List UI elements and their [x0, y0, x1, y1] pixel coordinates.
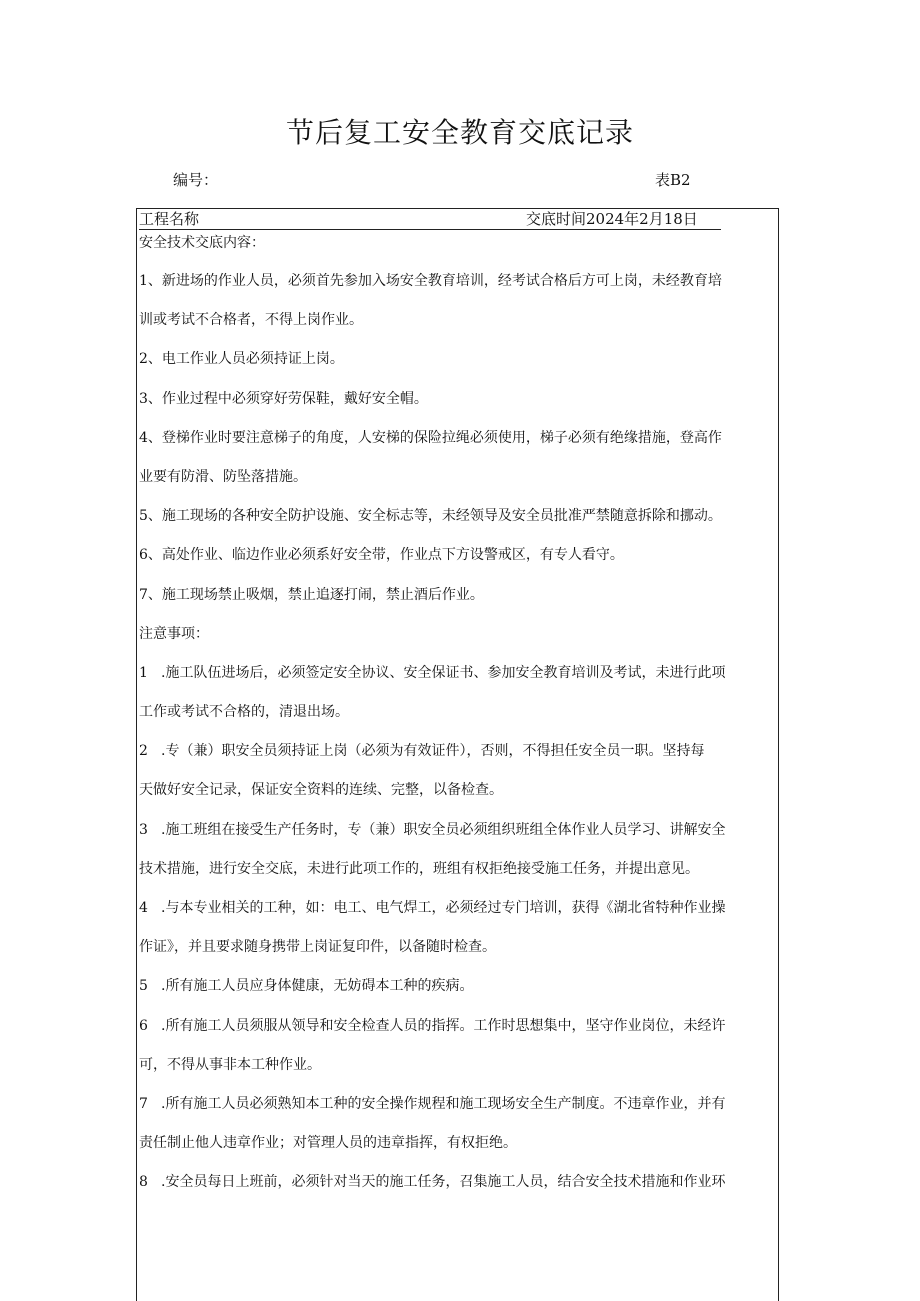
- table-header-row: [139, 209, 721, 230]
- note-line: [139, 1091, 777, 1130]
- text-line: 1、新进场的作业人员，必须首先参加入场安全教育培训，经考试合格后方可上岗，未经教育培: [139, 273, 722, 289]
- text-line: 2、电工作业人员必须持证上岗。: [139, 351, 344, 368]
- section-heading-technical: 安全技术交底内容：: [139, 235, 265, 251]
- note-line: [139, 973, 777, 1012]
- note-number: 7: [139, 1095, 148, 1112]
- note-number: 1: [139, 664, 148, 681]
- document-number-label: 编号：: [173, 171, 219, 189]
- note-text: .安全员每日上班前，必须针对当天的施工任务，召集施工人员，结合安全技术措施和作业环: [161, 1174, 726, 1191]
- note-text: 责任制止他人违章作业；对管理人员的违章指挥，有权拒绝。: [139, 1135, 517, 1152]
- note-number: 8: [139, 1174, 148, 1191]
- note-text: .所有施工人员须服从领导和安全检查人员的指挥。工作时思想集中，坚守作业岗位，未经许: [161, 1017, 726, 1034]
- text-line: 7、施工现场禁止吸烟，禁止追逐打闹，禁止酒后作业。: [139, 586, 484, 603]
- disclosure-time: 交底时间2024年2月18日: [526, 210, 698, 228]
- note-line: [139, 895, 777, 934]
- note-number: 3: [139, 821, 148, 838]
- note-text: .施工队伍进场后，必须签定安全协议、安全保证书、参加安全教育培训及考试，未进行此项: [161, 664, 726, 681]
- note-line: [139, 856, 777, 895]
- note-line: [139, 777, 777, 816]
- note-line: [139, 1130, 777, 1169]
- text-line: 6、高处作业、临边作业必须系好安全带，作业点下方设警戒区，有专人看守。: [139, 547, 624, 564]
- note-line: [139, 738, 777, 777]
- text-line: 训或考试不合格者，不得上岗作业。: [139, 312, 363, 329]
- note-text: .专（兼）职安全员须持证上岗（必须为有效证件），否则，不得担任安全员一职。坚持每: [161, 743, 705, 760]
- text-line: 5、施工现场的各种安全防护设施、安全标志等，未经领导及安全员批准严禁随意拆除和挪动。: [139, 508, 722, 525]
- note-text: .所有施工人员应身体健康，无妨碍本工种的疾病。: [161, 978, 474, 995]
- note-text: 作证》，并且要求随身携带上岗证复印件，以备随时检查。: [139, 939, 496, 956]
- note-number: 6: [139, 1017, 148, 1034]
- note-text: .施工班组在接受生产任务时，专（兼）职安全员必须组织班组全体作业人员学习、讲解安全: [161, 821, 726, 838]
- note-text: .与本专业相关的工种，如：电工、电气焊工，必须经过专门培训，获得《湖北省特种作业操: [161, 900, 726, 916]
- note-text: 技术措施，进行安全交底，未进行此项工作的，班组有权拒绝接受施工任务，并提出意见。: [139, 860, 699, 877]
- note-line: [139, 817, 777, 856]
- text-line: 3、作业过程中必须穿好劳保鞋，戴好安全帽。: [139, 390, 428, 407]
- section-heading-notes: 注意事项：: [139, 625, 209, 642]
- text-line: 4、登梯作业时要注意梯子的角度，人安梯的保险拉绳必须使用，梯子必须有绝缘措施，登高作: [139, 429, 722, 446]
- form-code: 表B2: [655, 171, 691, 189]
- note-line: [139, 1169, 777, 1208]
- note-line: [139, 1013, 777, 1052]
- document-title: 节后复工安全教育交底记录: [285, 116, 634, 149]
- note-line: [139, 934, 777, 973]
- table-content: [139, 230, 777, 1209]
- note-number: 5: [139, 978, 148, 995]
- project-name-label: 工程名称: [139, 210, 200, 228]
- text-line: 业要有防滑、防坠落措施。: [139, 468, 307, 485]
- note-text: .所有施工人员必须熟知本工种的安全操作规程和施工现场安全生产制度。不违章作业，并有: [161, 1095, 726, 1112]
- note-number: 2: [139, 743, 148, 760]
- note-line: [139, 699, 777, 738]
- note-text: 工作或考试不合格的，清退出场。: [139, 704, 349, 721]
- note-line: [139, 660, 777, 699]
- note-text: 可，不得从事非本工种作业。: [139, 1056, 321, 1073]
- note-text: 天做好安全记录，保证安全资料的连续、完整，以备检查。: [139, 782, 503, 799]
- note-number: 4: [139, 900, 148, 916]
- note-line: [139, 1052, 777, 1091]
